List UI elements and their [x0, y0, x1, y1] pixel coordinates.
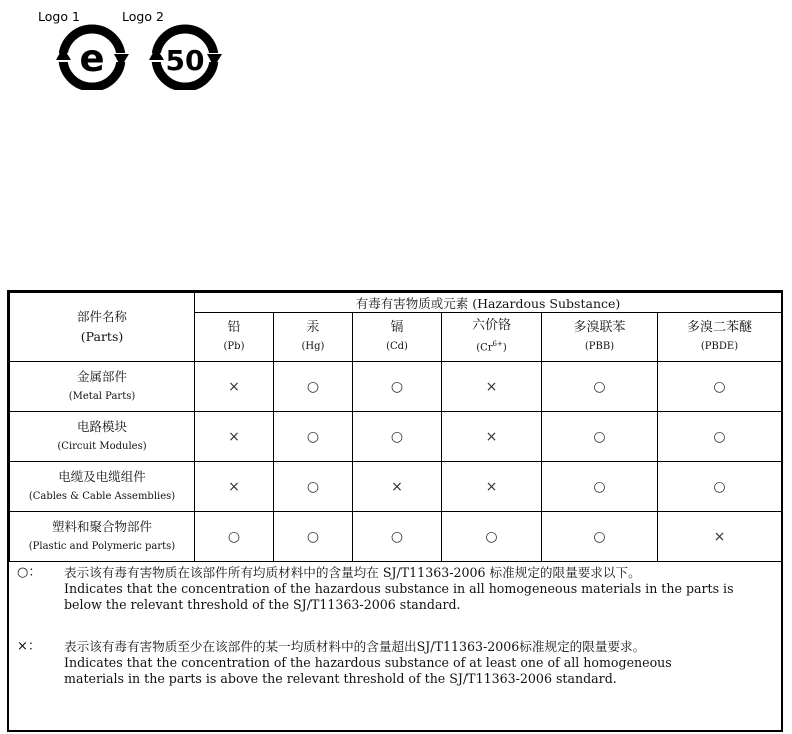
substance-cr6 — [442, 313, 542, 362]
part-name-cn: 金属部件 — [76, 368, 127, 384]
substance-cn: 多溴二苯醚 — [687, 320, 753, 335]
substance-hg — [274, 313, 353, 362]
part-name — [10, 412, 195, 462]
status-mark: × — [442, 462, 542, 512]
part-name-cn: 电路模块 — [76, 418, 127, 434]
note-text-en: below the relevant threshold of the SJ/T11363-2006 standard. — [64, 597, 461, 612]
table-row — [10, 462, 782, 512]
logo1-caption: Logo 1 — [38, 9, 80, 24]
exceeds-mark: ×： — [17, 639, 41, 654]
cr-superscript: 6+ — [492, 340, 503, 349]
logo2-caption: Logo 2 — [122, 9, 164, 24]
status-mark: ○ — [542, 412, 658, 462]
status-mark: ○ — [442, 512, 542, 562]
status-mark: ○ — [274, 412, 353, 462]
status-mark: × — [195, 462, 274, 512]
substance-cn: 铅 — [227, 320, 241, 335]
substance-symbol: (PBB) — [584, 341, 615, 352]
parts-header — [10, 293, 195, 362]
status-mark: ○ — [274, 512, 353, 562]
substance-symbol: (Cd) — [386, 341, 408, 352]
status-mark: × — [353, 462, 442, 512]
hazardous-substance-table — [7, 290, 783, 732]
compliant-mark: ○： — [17, 565, 42, 580]
status-mark: ○ — [542, 512, 658, 562]
substance-cn: 六价铬 — [471, 318, 511, 334]
status-mark: ○ — [274, 462, 353, 512]
substance-symbol: (PBDE) — [700, 341, 739, 352]
part-name-en: (Circuit Modules) — [57, 440, 147, 452]
substance-cn: 汞 — [306, 320, 320, 335]
efup-50-logo — [147, 20, 223, 90]
part-name — [10, 512, 195, 562]
status-mark: × — [442, 362, 542, 412]
efup-e-logo — [54, 20, 130, 90]
note-text-en: Indicates that the concentration of the hazardous substance of at least one of all homogeneous — [64, 655, 672, 670]
note-text-cn: 表示该有毒有害物质在该部件所有均质材料中的含量均在 SJ/T11363-2006 标准规定的限量要求以下。 — [64, 565, 641, 580]
part-name-cn: 电缆及电缆组件 — [58, 468, 146, 484]
substance-cd — [353, 313, 442, 362]
substance-symbol — [442, 335, 541, 357]
status-mark: ○ — [353, 412, 442, 462]
logo1-symbol: e — [79, 37, 105, 80]
part-name-en: (Metal Parts) — [68, 390, 136, 402]
substance-pbb — [542, 313, 658, 362]
table-row — [10, 512, 782, 562]
status-mark: ○ — [658, 412, 782, 462]
status-mark: ○ — [658, 362, 782, 412]
status-mark: × — [658, 512, 782, 562]
parts-header-cn: 部件名称 — [76, 309, 127, 324]
status-mark: ○ — [353, 512, 442, 562]
substance-symbol: (Hg) — [301, 341, 325, 352]
status-mark: ○ — [274, 362, 353, 412]
part-name — [10, 462, 195, 512]
note-text-en: Indicates that the concentration of the hazardous substance in all homogeneous materials in the parts is — [64, 581, 734, 596]
part-name-cn: 塑料和聚合物部件 — [51, 518, 152, 534]
note-text-cn: 表示该有毒有害物质至少在该部件的某一均质材料中的含量超出SJ/T11363-2006标准规定的限量要求。 — [64, 639, 646, 654]
logo2-symbol: 50 — [165, 44, 205, 77]
substance-symbol: (Pb) — [223, 341, 245, 352]
status-mark: ○ — [195, 512, 274, 562]
status-mark: × — [442, 412, 542, 462]
status-mark: ○ — [542, 462, 658, 512]
substance-cn: 镉 — [390, 320, 404, 335]
part-name-en: (Cables & Cable Assemblies) — [28, 490, 176, 502]
cr-close: ) — [502, 342, 507, 354]
substance-cn: 多溴联苯 — [573, 320, 626, 335]
status-mark: ○ — [658, 462, 782, 512]
status-mark: ○ — [353, 362, 442, 412]
status-mark: × — [195, 412, 274, 462]
parts-header-en: (Parts) — [80, 329, 124, 344]
status-mark: × — [195, 362, 274, 412]
status-mark: ○ — [542, 362, 658, 412]
substance-pb — [195, 313, 274, 362]
part-name — [10, 362, 195, 412]
note-text-en: materials in the parts is above the relevant threshold of the SJ/T11363-2006 standard. — [64, 671, 617, 686]
cr-label: (Cr — [476, 342, 493, 354]
table-row — [10, 362, 782, 412]
substance-pbde — [658, 313, 782, 362]
hazard-header: 有毒有害物质或元素 (Hazardous Substance) — [195, 293, 782, 313]
part-name-en: (Plastic and Polymeric parts) — [28, 540, 176, 552]
table-row — [10, 412, 782, 462]
